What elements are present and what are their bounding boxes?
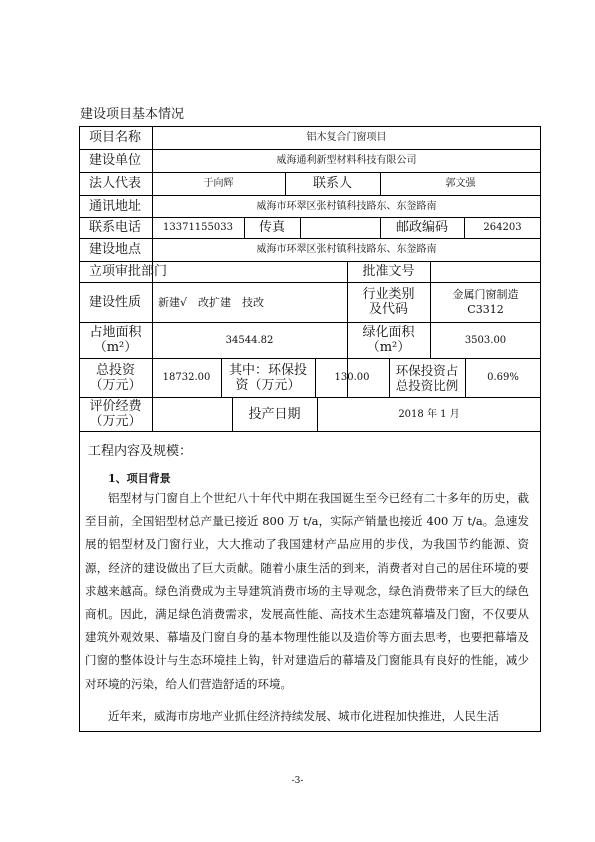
industry-category-value	[430, 282, 541, 322]
section-heading: 建设项目基本情况	[80, 107, 185, 122]
production-date-value: 2018 年 1 月	[398, 408, 460, 420]
green-area-label	[347, 322, 430, 358]
industry-category-value-line2: C3312	[467, 303, 504, 316]
row-divider	[79, 431, 541, 432]
construction-nature-value: 新建√ 改扩建 技改	[158, 295, 265, 309]
fax-label: 传真	[258, 220, 285, 235]
section-title: 工程内容及规模：	[88, 444, 193, 459]
env-ratio-value: 0.69%	[487, 372, 519, 383]
paragraph: 铝型材与门窗自上个世纪八十年代中期在我国诞生至今已经有二十多年的历史，截至目前，全国铝型材总产量已接近 800 万 t/a，实际产销量也接近 400 万 t/a。急速发展的铝型材及门窗行业，大大推动了我国建材产品应用的步伐，为我国节约能源、资源，经济的建设做出了巨大贡献。随着小康生活的到来，消费者对自己的居住环境的要求越来越高。绿色消费成为主导建筑消费市场的主导观念，绿色消费带来了巨大的绿色商机。因此，满足绿色消费需求，发展高性能、高技术生态建筑幕墙及门窗，不仅要从建筑外观效果、幕墙及门窗自身的基本物理性能以及造价等方面去思考，也要把幕墙及门窗的整体设计与生态环境挂上钩，针对建造后的幕墙及门窗能具有良好的性能，减少对环境的污染，给人们营造舒适的环境。	[85, 491, 529, 691]
env-investment-label	[221, 358, 315, 397]
env-ratio-label-line1: 环保投资占	[395, 362, 459, 378]
mailing-address-value: 威海市环翠区张村镇科技路东、东釡路南	[256, 200, 437, 212]
approval-number-label: 批准文号	[362, 264, 415, 279]
green-area-label-line1: 绿化面积	[362, 325, 415, 340]
postal-code-label: 邮政编码	[395, 220, 448, 235]
land-area-label	[79, 322, 152, 358]
construction-site-value: 威海市环翠区张村镇科技路东、东釡路南	[256, 244, 437, 255]
land-area-label-line2: （m²）	[93, 340, 138, 355]
construction-nature-label: 建设性质	[89, 294, 142, 310]
contact-person-value: 郭文强	[445, 178, 476, 189]
legal-rep-value: 于向辉	[203, 178, 234, 189]
project-name-value: 铝木复合门窗项目	[306, 132, 387, 143]
phone-label: 联系电话	[89, 220, 142, 235]
env-ratio-label	[389, 358, 465, 397]
env-ratio-label-line2: 总投资比例	[395, 377, 459, 393]
land-area-label-line1: 占地面积	[89, 325, 142, 340]
env-investment-label-line2: 资（万元）	[235, 377, 301, 393]
total-investment-label-line2: （万元）	[89, 377, 142, 393]
paragraph: 近年来，威海市房地产业抓住经济持续发展、城市化进程加快推进，人民生活	[108, 709, 499, 723]
contact-person-label: 联系人	[312, 176, 352, 191]
approval-dept-label: 立项审批部门	[89, 264, 168, 279]
total-investment-label-line1: 总投资	[95, 362, 135, 378]
phone-value: 13371155033	[163, 222, 233, 233]
page-number: -3-	[291, 776, 304, 786]
legal-rep-label: 法人代表	[89, 176, 142, 191]
mailing-address-label: 通讯地址	[89, 198, 142, 214]
construction-unit-label: 建设单位	[89, 153, 142, 168]
project-name-label: 项目名称	[89, 130, 142, 145]
production-date-label: 投产日期	[248, 406, 301, 422]
env-investment-label-line1: 其中：环保投	[228, 362, 307, 378]
evaluation-fee-value	[152, 397, 232, 431]
green-area-value: 3503.00	[464, 334, 507, 346]
evaluation-fee-label-line2: （万元）	[89, 414, 142, 429]
total-investment-label	[79, 358, 152, 397]
industry-category-label-line2: 及代码	[368, 302, 408, 317]
total-investment-value: 18732.00	[162, 372, 211, 383]
evaluation-fee-label	[79, 397, 152, 431]
subsection-title: 1、项目背景	[108, 472, 171, 485]
fax-value	[300, 217, 380, 238]
land-area-value: 34544.82	[225, 334, 274, 346]
industry-category-value-line1: 金属门窗制造	[452, 288, 519, 301]
approval-number-value	[430, 261, 541, 282]
industry-category-label-line1: 行业类别	[362, 287, 415, 302]
construction-unit-value: 威海通利新型材料科技有限公司	[276, 155, 417, 166]
industry-category-label	[347, 282, 430, 322]
postal-code-value: 264203	[483, 222, 522, 233]
evaluation-fee-label-line1: 评价经费	[89, 399, 142, 414]
approval-dept-value	[179, 261, 347, 282]
env-investment-value: 130.00	[334, 372, 370, 383]
green-area-label-line2: （m²）	[366, 340, 411, 355]
construction-site-label: 建设地点	[89, 242, 142, 257]
